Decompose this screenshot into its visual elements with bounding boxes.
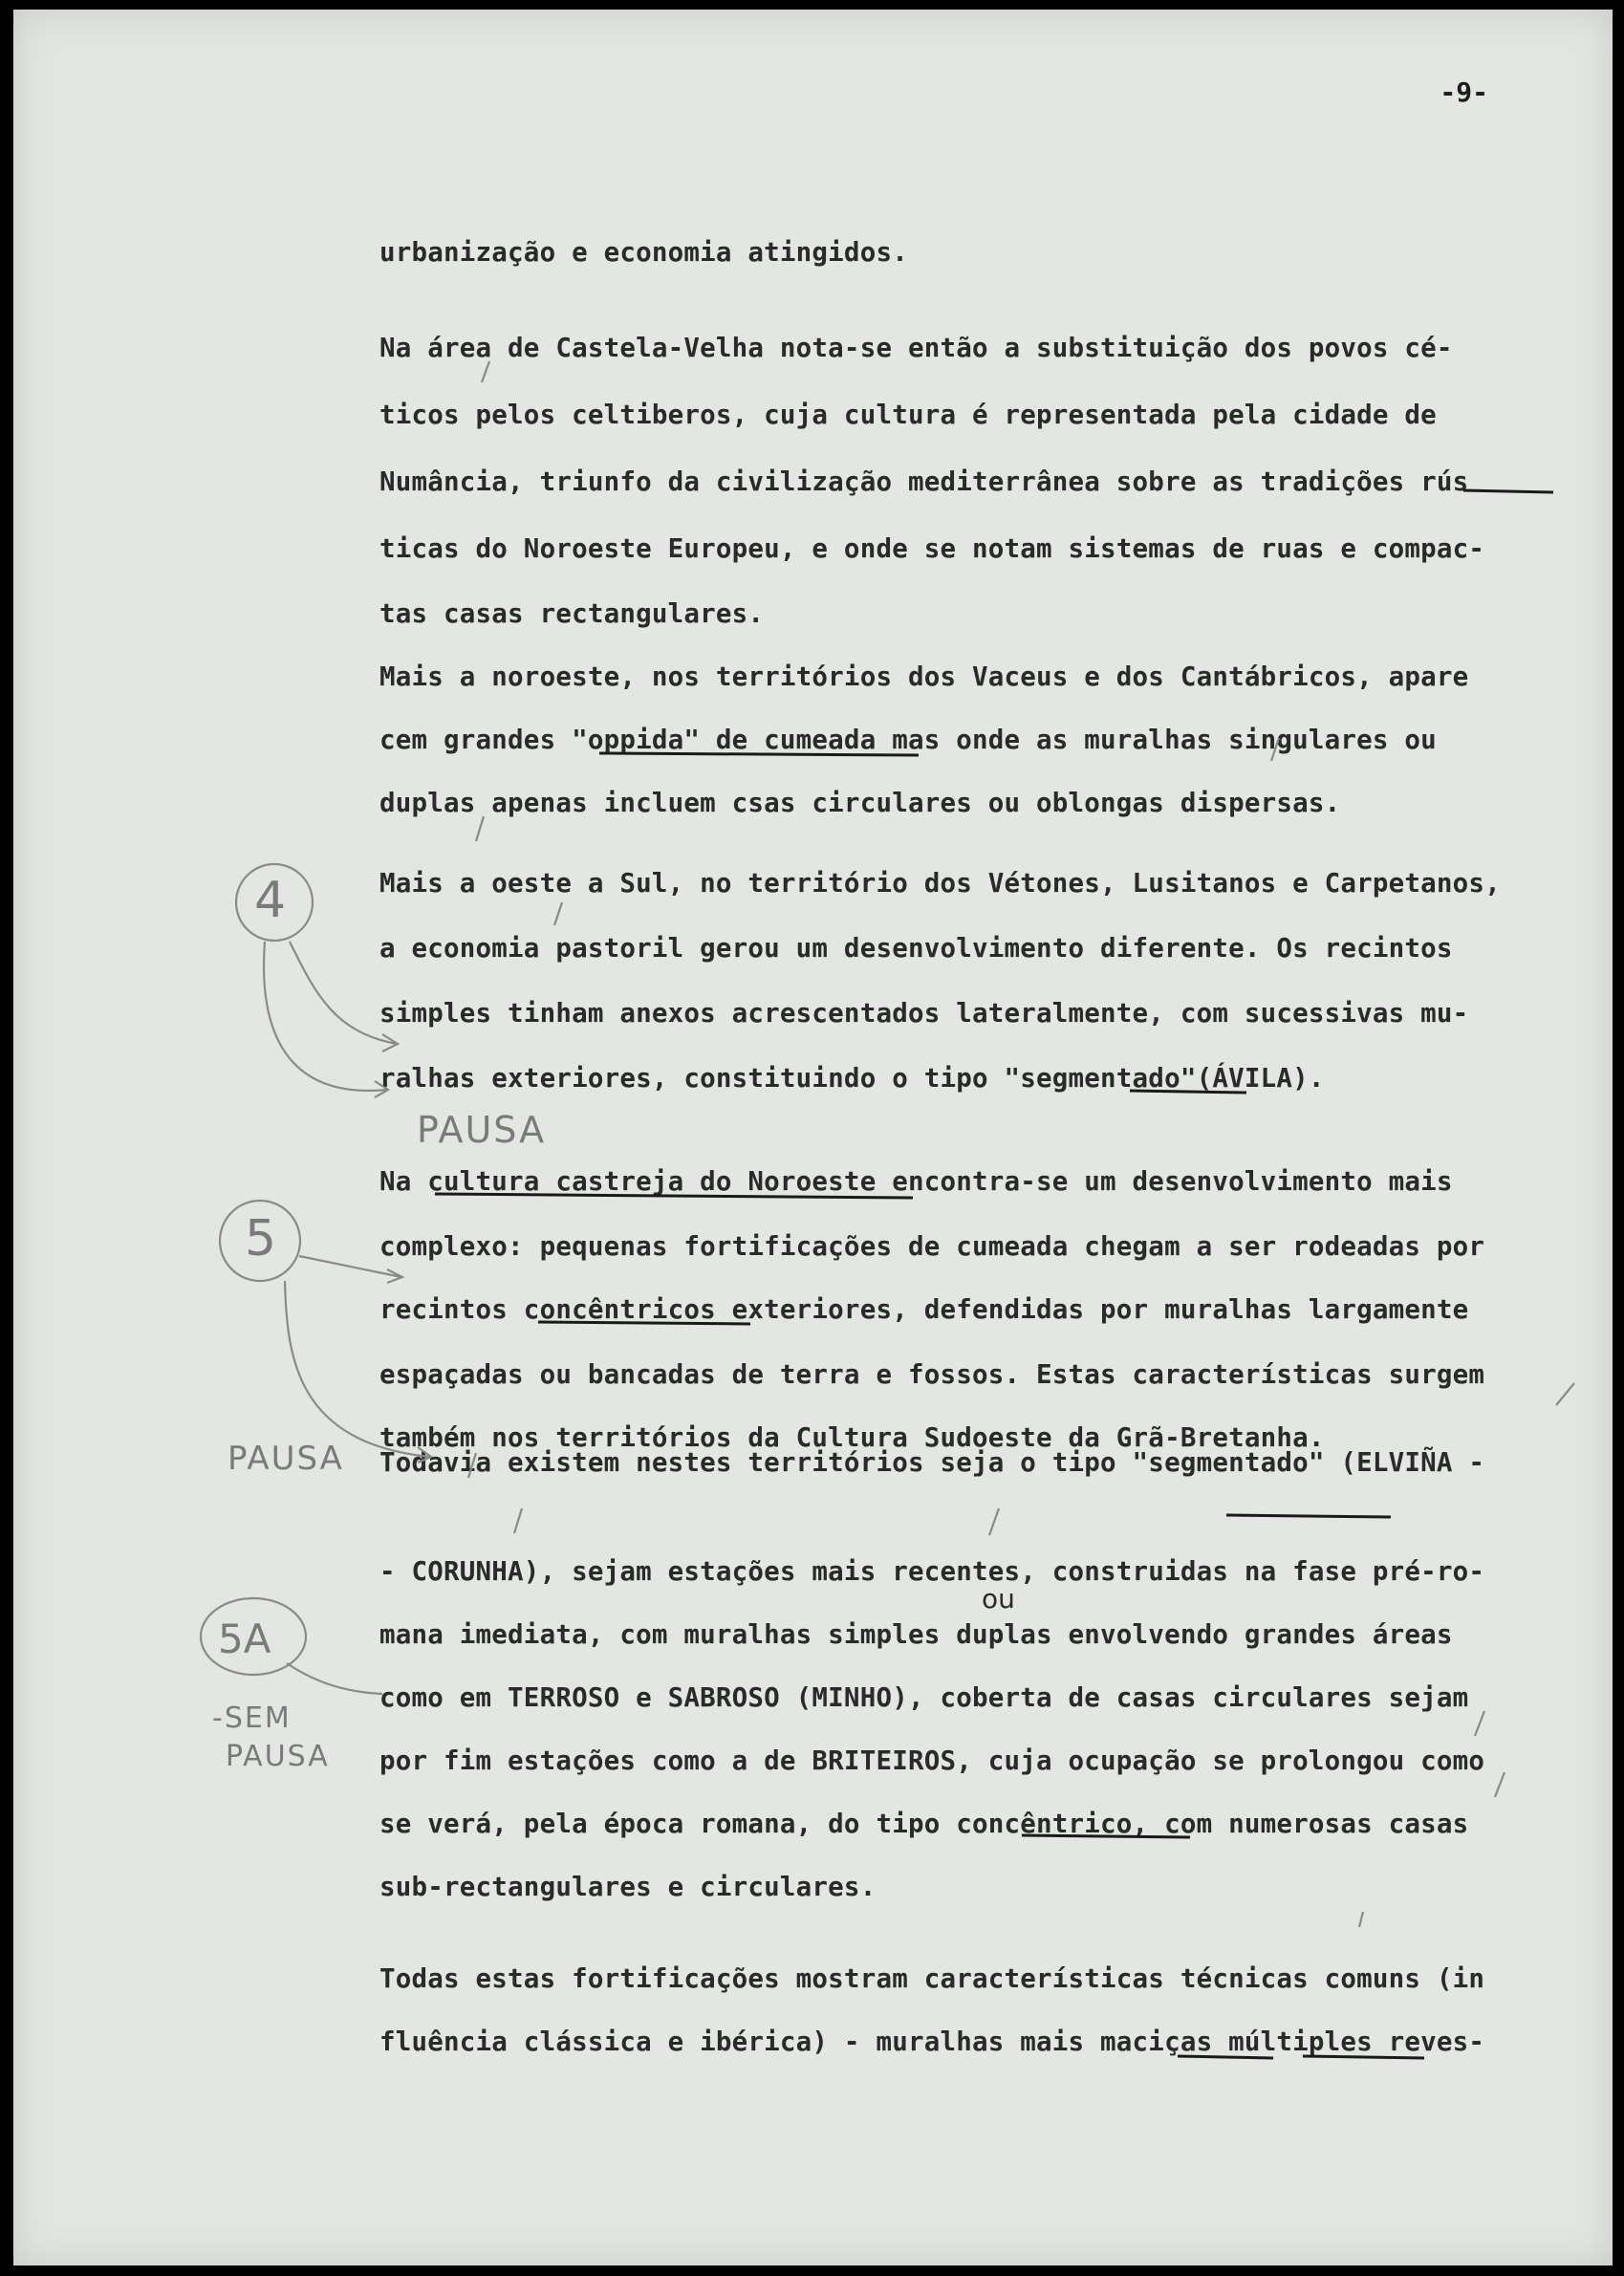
annotation-pausa: PAUSA [226,1740,330,1773]
text-line: também nos territórios da Cultura Sudoeste da Grã-Bretanha. [379,1422,1325,1453]
annotation-pausa: PAUSA [417,1109,547,1151]
text-line: espaçadas ou bancadas de terra e fossos. Estas características surgem [379,1359,1485,1390]
annotation-sem: -SEM [212,1702,292,1735]
text-line: a economia pastoril gerou um desenvolvimento diferente. Os recintos [379,933,1453,964]
arrow-line [287,1663,382,1694]
text-line: tas casas rectangulares. [379,598,765,629]
text-line: complexo: pequenas fortificações de cumeada chegam a ser rodeadas por [379,1231,1485,1262]
page-number: -9- [1440,76,1488,108]
text-line: simples tinham anexos acrescentados lateralmente, com sucessivas mu- [379,998,1469,1029]
text-line: fluência clássica e ibérica) - muralhas mais maciças múltiples reves- [379,2027,1485,2057]
text-line: por fim estações como a de BRITEIROS, cuja ocupação se prolongou como [379,1745,1485,1776]
annotation-pausa: PAUSA [227,1440,344,1478]
text-line: Na área de Castela-Velha nota-se então a substituição dos povos cé- [379,333,1453,363]
text-line: ralhas exteriores, constituindo o tipo "segmentado"(ÁVILA). [379,1063,1325,1094]
text-line: duplas apenas incluem csas circulares ou oblongas dispersas. [379,788,1341,818]
text-line: urbanização e economia atingidos. [379,237,908,268]
text-line: se verá, pela época romana, do tipo concêntrico, com numerosas casas [379,1809,1469,1839]
text-line: mana imediata, com muralhas simples duplas envolvendo grandes áreas [379,1619,1453,1650]
text-line: - CORUNHA), sejam estações mais recentes, construidas na fase pré-ro- [379,1556,1485,1587]
text-line: como em TERROSO e SABROSO (MINHO), coberta de casas circulares sejam [379,1682,1469,1713]
annotation-5a: 5A [218,1615,271,1662]
text-line: ticos pelos celtiberos, cuja cultura é representada pela cidade de [379,400,1437,430]
text-line: Todavia existem nestes territórios seja o tipo "segmentado" (ELVIÑA - [379,1447,1485,1478]
arrow-line [299,1256,401,1277]
arrow-line [285,1281,430,1457]
arrow-line [264,942,387,1091]
annotation-number-4: 4 [254,872,287,929]
annotation-number-5: 5 [245,1210,277,1268]
text-line: sub-rectangulares e circulares. [379,1872,877,1902]
text-line: recintos concêntricos exteriores, defendidas por muralhas largamente [379,1294,1469,1325]
text-line: Mais a noroeste, nos territórios dos Vaceus e dos Cantábricos, apare [379,661,1469,692]
text-line: ticas do Noroeste Europeu, e onde se notam sistemas de ruas e compac- [379,533,1485,564]
annotation-ou: ou [982,1583,1015,1615]
arrow-line [290,942,397,1044]
text-line: Mais a oeste a Sul, no território dos Vétones, Lusitanos e Carpetanos, [379,868,1501,899]
text-line: Numância, triunfo da civilização mediterrânea sobre as tradições rús [379,466,1469,497]
text-line: cem grandes "oppida" de cumeada mas onde as muralhas singulares ou [379,725,1437,755]
text-line: Na cultura castreja do Noroeste encontra-se um desenvolvimento mais [379,1166,1453,1197]
text-line: Todas estas fortificações mostram características técnicas comuns (in [379,1963,1485,1994]
